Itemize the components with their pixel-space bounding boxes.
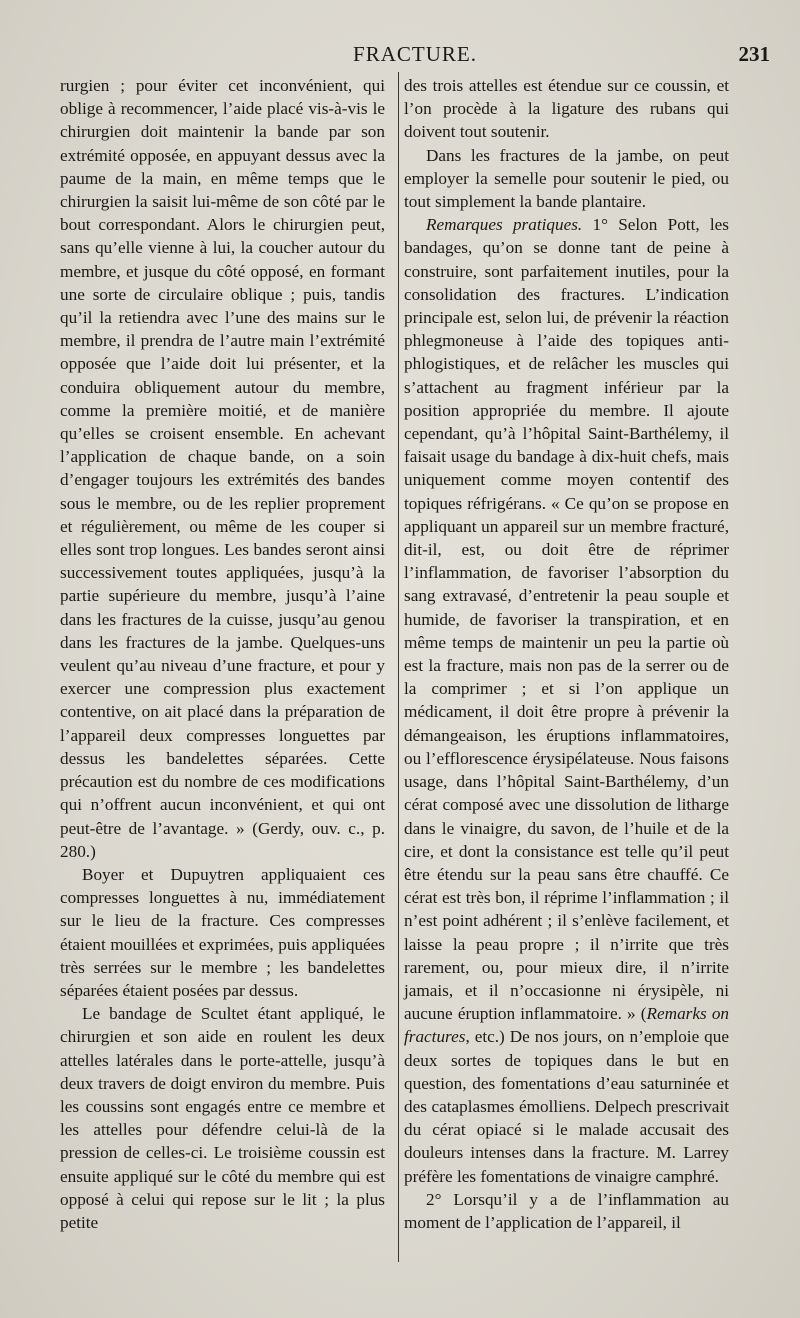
paragraph-remarques	[404, 213, 729, 1188]
running-title: FRACTURE.	[353, 42, 477, 66]
right-column	[404, 74, 729, 1234]
page-number: 231	[738, 42, 770, 66]
column-divider	[398, 72, 399, 1262]
paragraph: des trois attelles est étendue sur ce coussin, et l’on procède à la ligature des rubans qui doivent tout soutenir.	[404, 76, 729, 142]
page-header	[60, 42, 770, 72]
left-column	[60, 74, 385, 1234]
paragraph: 2° Lorsqu’il y a de l’inflammation au moment de l’application de l’appareil, il	[404, 1189, 729, 1232]
paragraph: rurgien ; pour éviter cet inconvénient, qui oblige à recommencer, l’aide placé vis-à-vis le chirurgien doit maintenir la bande par son extrémité opposée, en appuyant dessus avec la paume de la main, en même temps que le chirurgien la saisit lui-même de son côté par le bout correspondant. Alors le chirurgien peut, sans qu’elle vienne à lui, la coucher autour du membre, et jusque du côté opposé, en formant une sorte de circulaire oblique ; puis, tandis qu’il la retiendra avec l’une des mains sur le membre, il prendra de l’autre main l’extrémité opposée que l’aide doit lui présenter, et la conduira obliquement autour du membre, comme la première moitié, et de manière qu’elles se croisent ensemble. En achevant l’application de chaque bande, on a soin d’engager toujours les extrémités des bandes sous le membre, ou de les replier proprement et régulièrement, ou même de les couper si elles sont trop longues. Les bandes seront ainsi successivement toutes appliquées, jusqu’à la partie supérieure du membre, jusqu’à l’aine dans les fractures de la cuisse, jusqu’au genou dans les fractures de la jambe. Quelques-uns veulent qu’au niveau d’une fracture, et pour y exercer une compression plus exactement contentive, on ait placé dans la préparation de l’appareil deux compresses longuettes par dessus les bandelettes séparées. Cette précaution est du nombre de ces modifications qui n’offrent aucun inconvénient, et qui ont peut-être de l’avantage. » (Gerdy, ouv. c., p. 280.)	[60, 76, 385, 861]
paragraph: Dans les fractures de la jambe, on peut employer la semelle pour soutenir le pied, ou tout simplement la bande plantaire.	[404, 145, 729, 212]
paragraph-text: 1° Selon Pott, les bandages, qu’on se donne tant de peine à construire, sont parfaitement inutiles, pour la consolidation des fractures. L’indication principale est, selon lui, de prévenir la réaction phlegmoneuse à l’aide des topiques anti-phlogistiques, et de relâcher les muscles qui s’attachent au fragment inférieur par la position appropriée du membre. Il ajoute cependant, qu’à l’hôpital Saint-Barthélemy, il faisait usage du bandage à dix-huit chefs, mais uniquement comme moyen contentif des topiques réfrigérans. « Ce qu’on se propose en appliquant un appareil sur un membre fracturé, dit-il, est, ou doit être de réprimer l’inflammation, de favoriser l’absorption du sang extravasé, d’entretenir la peau souple et humide, de favoriser la transpiration, et en même temps de maintenir un peu la partie où est la fracture, mais non pas de la serrer ou de la comprimer ; et si l’on applique un médicament, il doit être propre à prévenir la démangeaison, les éruptions inflammatoires, ou l’efflorescence érysipélateuse. Nous faisons usage, dans l’hôpital Saint-Barthélemy, d’un cérat composé avec une dissolution de litharge dans le vinaigre, du savon, de l’huile et de la cire, et dont la consistance est telle qu’il peut être étendu sur la peau sans être chauffé. Ce cérat est très bon, il réprime l’inflammation ; il n’est point adhérent ; il s’enlève facilement, et laisse la peau propre ; il n’irrite que très rarement, ou, pour mieux dire, il n’irrite jamais, et il n’occasionne ni érysipèle, ni aucune éruption inflammatoire. » (	[404, 215, 730, 1024]
paragraph: Le bandage de Scultet étant appliqué, le chirurgien et son aide en roulent les deux attelles latérales dans le porte-attelle, jusqu’à deux travers de doigt environ du membre. Puis les coussins sont engagés entre ce membre et les attelles pour défendre celui-là de la pression de celles-ci. Le troisième coussin est ensuite appliqué sur le côté du membre qui est opposé à celui qui repose sur le lit ; la plus petite	[60, 1004, 385, 1232]
paragraph: Boyer et Dupuytren appliquaient ces compresses longuettes à nu, immédiatement sur le lieu de la fracture. Ces compresses étaient mouillées et exprimées, puis appliquées très serrées sur le membre ; les bandelettes séparées étaient posées par dessus.	[60, 864, 385, 1000]
paragraph-text: , etc.) De nos jours, on n’emploie que deux sortes de topiques dans le but en question, des fomentations d’eau saturninée et des cataplasmes émolliens. Delpech prescrivait du cérat opiacé si le malade accusait des douleurs intenses dans la fracture. M. Larrey préfère les fomentations de vinaigre camphré.	[404, 1027, 729, 1186]
cited-work-title: Remarks on fractures	[404, 1004, 730, 1047]
section-heading: Remarques pratiques.	[426, 215, 583, 235]
